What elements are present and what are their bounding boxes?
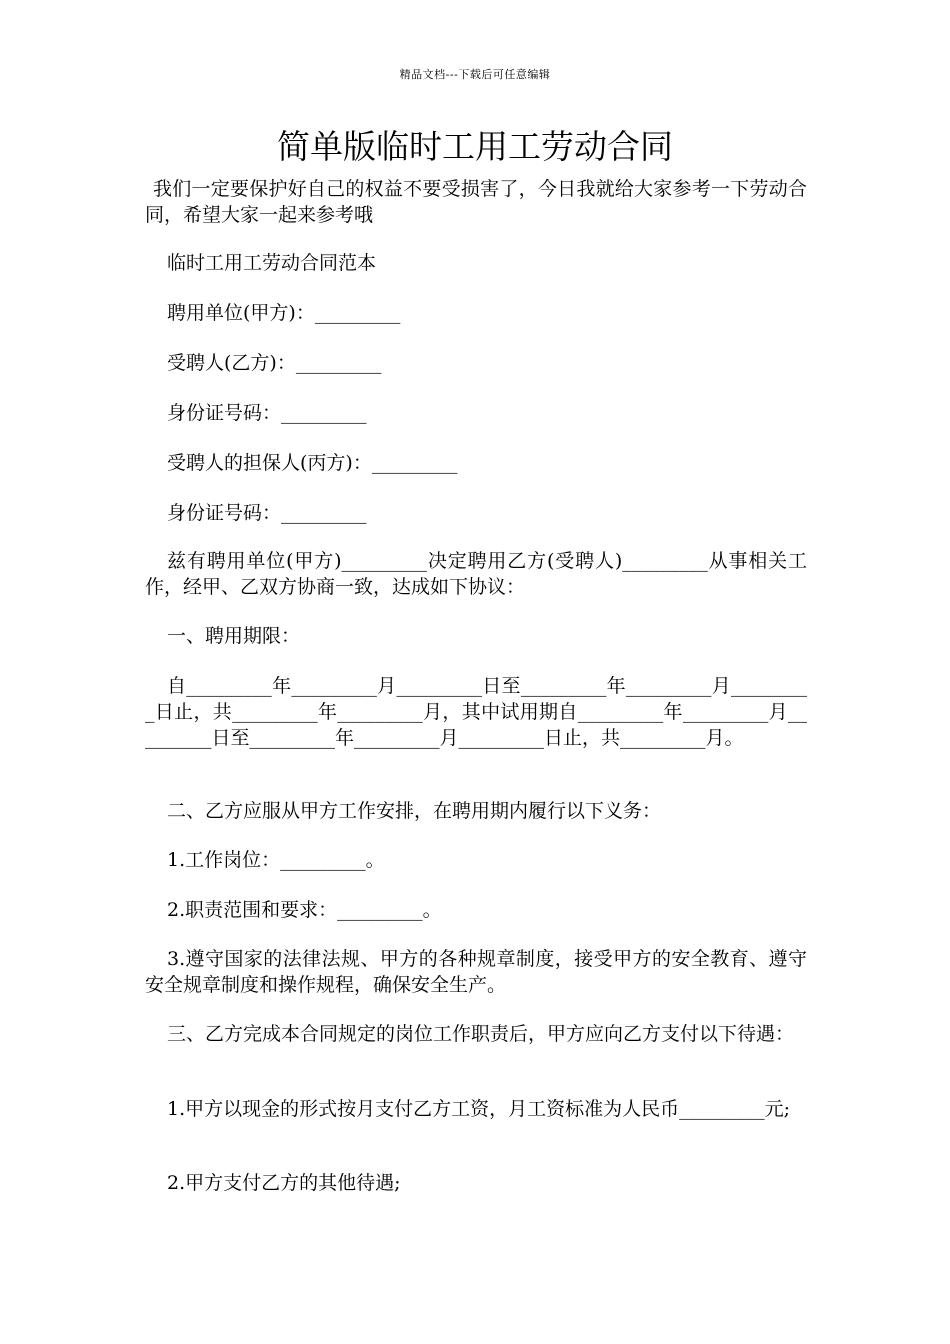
guarantor-field: 受聘人的担保人(丙方)：_________ xyxy=(167,452,458,474)
section-heading-template: 临时工用工劳动合同范本 xyxy=(167,252,377,274)
employee-id-field: 身份证号码：_________ xyxy=(167,402,367,424)
employer-field: 聘用单位(甲方)：_________ xyxy=(167,302,401,324)
duty-item-position: 1.工作岗位：_________。 xyxy=(167,849,385,871)
term-paragraph: 自_________年_________月_________日至_________年_________月_________日止，共_________年_________月，其中试用期自_________年_________月_________日至_________年_________月_________日止，共_________月。 xyxy=(145,675,807,749)
section-heading-duties: 二、乙方应服从甲方工作安排，在聘用期内履行以下义务： xyxy=(167,800,662,822)
duty-item-scope: 2.职责范围和要求：_________。 xyxy=(167,899,442,921)
section-heading-term: 一、聘用期限： xyxy=(167,625,301,647)
header-note: 精品文档---下载后可任意编辑 xyxy=(399,68,551,81)
document-title: 简单版临时工用工劳动合同 xyxy=(277,127,673,166)
employee-field: 受聘人(乙方)：_________ xyxy=(167,352,382,374)
intro-paragraph: 我们一定要保护好自己的权益不要受损害了，今日我就给大家参考一下劳动合同，希望大家一起来参考哦 xyxy=(145,178,807,226)
section-heading-benefits: 三、乙方完成本合同规定的岗位工作职责后，甲方应向乙方支付以下待遇： xyxy=(167,1023,795,1045)
agreement-paragraph: 兹有聘用单位(甲方)_________决定聘用乙方(受聘人)_________从事相关工作，经甲、乙双方协商一致，达成如下协议： xyxy=(145,550,807,598)
benefit-item-other: 2.甲方支付乙方的其他待遇; xyxy=(167,1172,401,1194)
duty-item-compliance: 3.遵守国家的法律法规、甲方的各种规章制度，接受甲方的安全教育、遵守安全规章制度和操作规程，确保安全生产。 xyxy=(145,948,807,996)
guarantor-id-field: 身份证号码：_________ xyxy=(167,502,367,524)
benefit-item-salary: 1.甲方以现金的形式按月支付乙方工资，月工资标准为人民币_________元; xyxy=(167,1098,791,1120)
